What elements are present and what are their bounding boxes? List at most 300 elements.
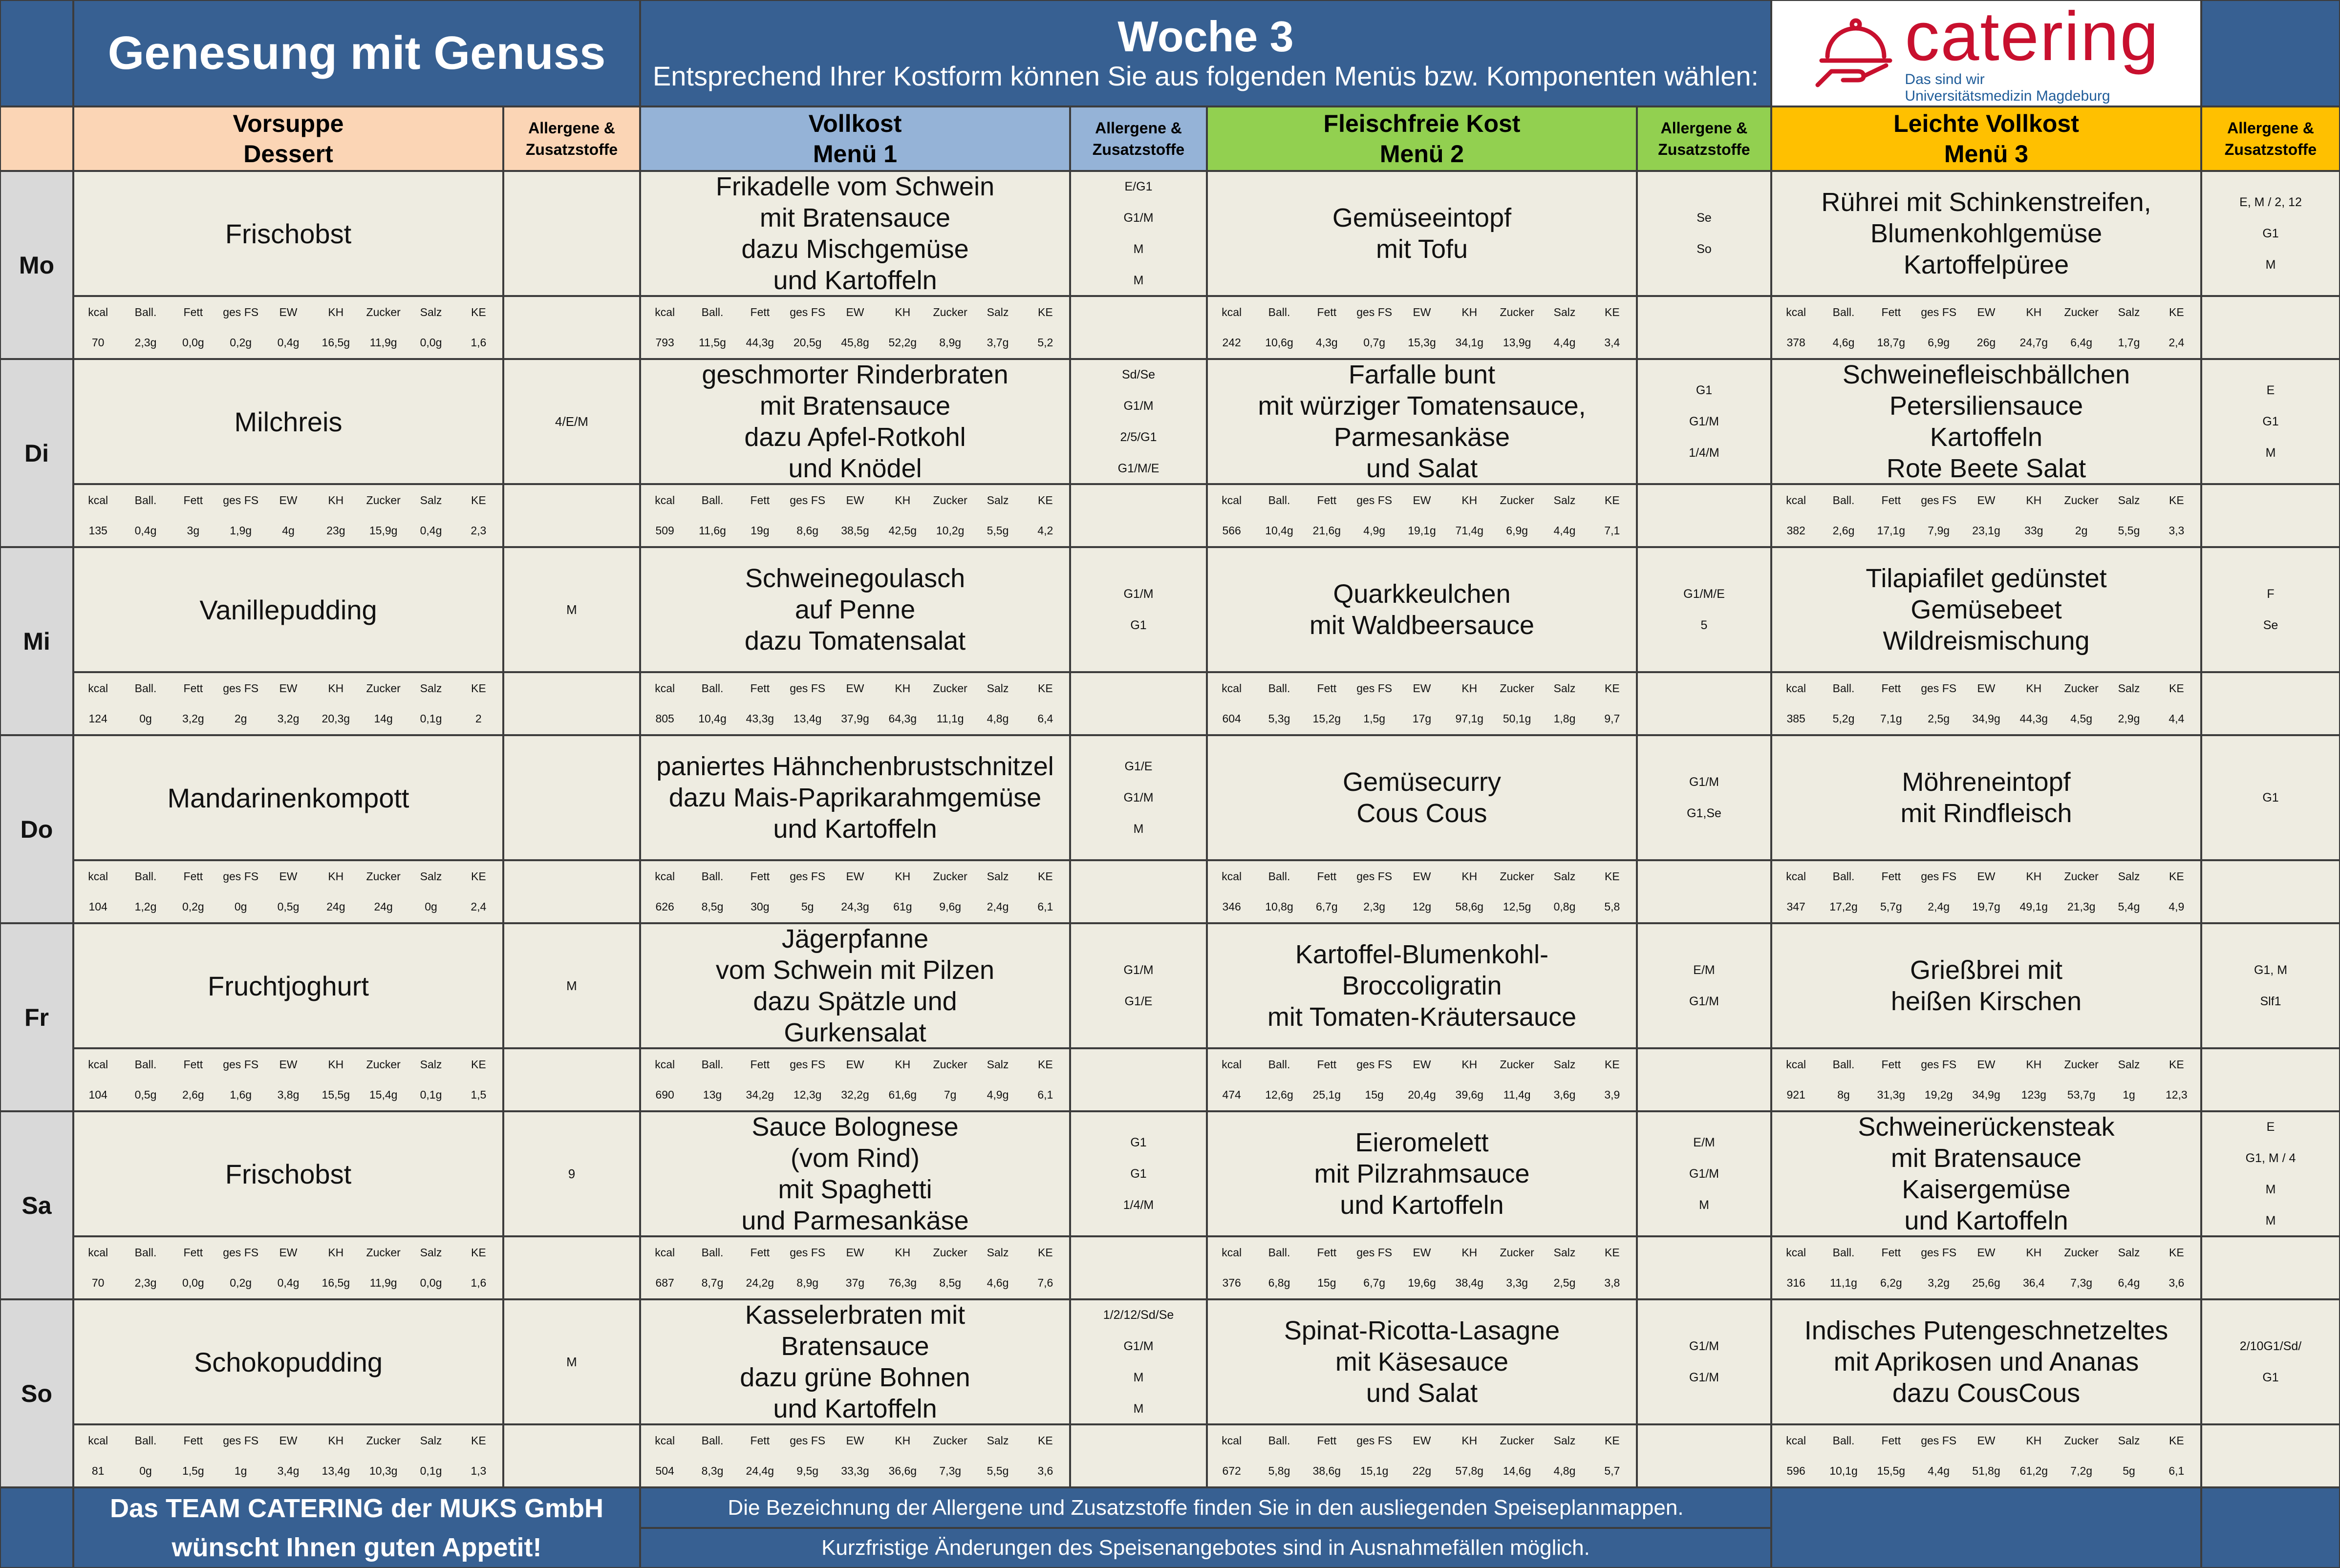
menu2-allergen-cell bbox=[1637, 923, 1771, 1048]
menu3-dish-line: Schweinerückensteak bbox=[1858, 1112, 2115, 1142]
nutrient-label: KH bbox=[1461, 1434, 1478, 1447]
nutrient-value: 19,6g bbox=[1408, 1276, 1436, 1290]
menu3-dish-cell bbox=[1771, 735, 2201, 860]
nutrient-label: Zucker bbox=[366, 493, 401, 507]
nutrient-label: Zucker bbox=[366, 1434, 401, 1447]
nutrient-label: Ball. bbox=[1832, 305, 1855, 318]
nutrient-value: 8,6g bbox=[796, 524, 819, 537]
nutrient-value: 1g bbox=[2123, 1088, 2135, 1102]
nutrient-label: Ball. bbox=[1832, 1058, 1855, 1071]
menu1-allergen-cell bbox=[1070, 547, 1207, 672]
nutrient-label: Fett bbox=[1317, 1058, 1337, 1071]
menu1-allergen-code: 1/2/12/Sd/Se bbox=[1103, 1308, 1174, 1322]
menu3-allergen-code: E bbox=[2266, 383, 2275, 397]
nutrient-value: 34,1g bbox=[1455, 336, 1484, 349]
nutrient-label: ges FS bbox=[790, 1434, 826, 1447]
nutrient-value: 2,3g bbox=[134, 1276, 157, 1290]
allergen-head-line2: Zusatzstoffe bbox=[525, 141, 618, 158]
nutrient-value: 34,2g bbox=[746, 1088, 774, 1102]
colhead-menu2-allergens bbox=[1637, 106, 1771, 171]
nutrient-value: 4,6g bbox=[987, 1276, 1009, 1290]
nutrient-value: 10,8g bbox=[1265, 900, 1293, 913]
nutrient-value: 687 bbox=[655, 1276, 674, 1290]
nutrient-label: KE bbox=[1037, 869, 1053, 883]
menu3-nutrition-table bbox=[1771, 1048, 2201, 1111]
allergen-head-line1: Allergene & bbox=[528, 119, 615, 137]
nutrient-label: Zucker bbox=[933, 305, 967, 318]
menu3-allergen-code: 2/10G1/Sd/ bbox=[2239, 1339, 2302, 1353]
nutrient-label: kcal bbox=[88, 1434, 108, 1447]
nutrient-label: kcal bbox=[1222, 1246, 1242, 1259]
menu2-dish-cell bbox=[1207, 1299, 1637, 1424]
nutrient-value: 4,9g bbox=[1363, 524, 1386, 537]
dessert-allergen-code: M bbox=[566, 1354, 577, 1369]
nutrient-value: 3,4g bbox=[277, 1464, 300, 1478]
nutrient-label: EW bbox=[1977, 1434, 1996, 1447]
nutrient-value: 11,4g bbox=[1503, 1088, 1531, 1102]
menu2-dish-line: mit Käsesauce bbox=[1335, 1347, 1509, 1377]
nutrient-value: 13,4g bbox=[793, 712, 822, 725]
day-label-cell bbox=[0, 923, 73, 1111]
menu1-dish-line: Jägerpfanne bbox=[781, 924, 929, 954]
menu3-dish-cell bbox=[1771, 1111, 2201, 1236]
menu2-dish-line: Cous Cous bbox=[1356, 799, 1487, 828]
menu2-nutrition-spacer bbox=[1637, 672, 1771, 735]
nutrient-label: KH bbox=[2026, 1058, 2042, 1071]
nutrient-label: KH bbox=[895, 681, 911, 695]
menu2-dish-cell bbox=[1207, 1111, 1637, 1236]
nutrient-label: ges FS bbox=[223, 493, 259, 507]
nutrient-value: 4,9 bbox=[2168, 900, 2185, 913]
menu2-allergen-code: M bbox=[1699, 1198, 1709, 1212]
menu3-nutrition-spacer bbox=[2201, 296, 2340, 359]
nutrient-label: EW bbox=[1413, 493, 1431, 507]
menu2-allergen-cell bbox=[1637, 171, 1771, 296]
nutrient-value: 31,3g bbox=[1877, 1088, 1906, 1102]
nutrient-label: Fett bbox=[750, 493, 770, 507]
menu2-dish-line: Broccoligratin bbox=[1342, 971, 1502, 1000]
nutrient-value: 61g bbox=[893, 900, 912, 913]
nutrient-value: 4,8g bbox=[1553, 1464, 1576, 1478]
nutrient-label: EW bbox=[1413, 305, 1431, 318]
nutrient-label: ges FS bbox=[1356, 681, 1393, 695]
nutrient-value: 347 bbox=[1786, 900, 1805, 913]
nutrient-value: 6,9g bbox=[1506, 524, 1528, 537]
nutrient-label: EW bbox=[846, 493, 864, 507]
nutrient-value: 57,8g bbox=[1455, 1464, 1484, 1478]
nutrient-label: ges FS bbox=[1356, 305, 1393, 318]
menu3-nutrition-spacer bbox=[2201, 672, 2340, 735]
nutrient-label: EW bbox=[279, 1246, 298, 1259]
dessert-nutrition-spacer bbox=[503, 296, 640, 359]
nutrient-label: kcal bbox=[1786, 869, 1806, 883]
colhead-menu1-allergens bbox=[1070, 106, 1207, 171]
nutrient-value: 2,3g bbox=[134, 336, 157, 349]
menu3-dish-line: Wildreismischung bbox=[1883, 626, 2090, 656]
nutrient-label: Salz bbox=[987, 681, 1009, 695]
nutrient-value: 7,9g bbox=[1928, 524, 1950, 537]
nutrient-value: 3,9 bbox=[1604, 1088, 1620, 1102]
nutrient-value: 76,3g bbox=[888, 1276, 917, 1290]
nutrient-value: 4,9g bbox=[987, 1088, 1009, 1102]
nutrient-label: Zucker bbox=[2064, 869, 2099, 883]
menu3-dish-cell bbox=[1771, 359, 2201, 484]
nutrient-value: 0,7g bbox=[1363, 336, 1386, 349]
menu2-dish-line: und Salat bbox=[1366, 1378, 1478, 1408]
nutrient-value: 3,3g bbox=[1506, 1276, 1528, 1290]
menu3-allergen-code: Slf1 bbox=[2260, 995, 2281, 1008]
nutrient-label: ges FS bbox=[1921, 869, 1957, 883]
menu2-dish-line: mit Pilzrahmsauce bbox=[1314, 1159, 1530, 1188]
nutrient-value: 6,1 bbox=[1037, 1088, 1053, 1102]
nutrient-label: KH bbox=[328, 681, 344, 695]
nutrient-value: 1,6 bbox=[471, 336, 487, 349]
nutrient-value: 70 bbox=[91, 336, 105, 349]
nutrient-value: 20,3g bbox=[322, 712, 350, 725]
nutrient-value: 34,9g bbox=[1972, 1088, 2000, 1102]
nutrient-value: 44,3g bbox=[746, 336, 774, 349]
nutrient-label: Ball. bbox=[701, 681, 724, 695]
dessert-nutrition-spacer bbox=[503, 484, 640, 547]
menu3-nutrition-table bbox=[1771, 1424, 2201, 1487]
nutrition-grid bbox=[1772, 673, 2200, 734]
dessert-allergen-cell bbox=[503, 923, 640, 1048]
menu1-nutrition-table bbox=[640, 672, 1070, 735]
day-label-cell bbox=[0, 171, 73, 359]
nutrient-value: 5,2g bbox=[1832, 712, 1855, 725]
dessert-dish-cell bbox=[73, 171, 503, 296]
nutrient-value: 3,8g bbox=[277, 1088, 300, 1102]
nutrient-value: 10,6g bbox=[1265, 336, 1293, 349]
nutrient-value: 242 bbox=[1222, 336, 1241, 349]
nutrient-label: KE bbox=[1037, 493, 1053, 507]
nutrient-label: Fett bbox=[183, 305, 203, 318]
footer-note1-text: Die Bezeichnung der Allergene und Zusatzstoffe finden Sie in den ausliegenden Speiseplanmappen. bbox=[728, 1495, 1684, 1520]
nutrient-label: Fett bbox=[1317, 869, 1337, 883]
menu1-nutrition-spacer bbox=[1070, 672, 1207, 735]
menu1-nutrition-spacer bbox=[1070, 860, 1207, 923]
menu1-allergen-code: G1 bbox=[1130, 1167, 1147, 1181]
nutrient-value: 2,5g bbox=[1553, 1276, 1576, 1290]
nutrient-label: Fett bbox=[1881, 681, 1901, 695]
menu3-allergen-code: G1 bbox=[2262, 415, 2279, 428]
nutrition-grid bbox=[641, 1425, 1069, 1486]
colhead-menu3 bbox=[1771, 106, 2201, 171]
nutrient-label: Zucker bbox=[2064, 1058, 2099, 1071]
nutrient-label: Zucker bbox=[933, 1058, 967, 1071]
nutrient-value: 4,8g bbox=[987, 712, 1009, 725]
menu1-dish-line: dazu Mais-Paprikarahmgemüse bbox=[668, 783, 1042, 812]
menu2-allergen-cell bbox=[1637, 547, 1771, 672]
nutrient-label: KH bbox=[1461, 681, 1478, 695]
nutrient-label: KH bbox=[2026, 493, 2042, 507]
menu2-dish-line: mit Waldbeersauce bbox=[1309, 611, 1535, 640]
nutrient-value: 20,4g bbox=[1408, 1088, 1436, 1102]
menu1-dish-line: auf Penne bbox=[794, 595, 916, 624]
nutrient-value: 8,9g bbox=[796, 1276, 819, 1290]
nutrient-label: kcal bbox=[655, 305, 675, 318]
nutrition-grid bbox=[1208, 673, 1636, 734]
nutrient-label: KE bbox=[2168, 305, 2184, 318]
nutrient-value: 7,3g bbox=[2070, 1276, 2093, 1290]
nutrient-label: KH bbox=[2026, 1434, 2042, 1447]
nutrient-label: Ball. bbox=[701, 493, 724, 507]
menu2-allergen-code: G1/M bbox=[1689, 415, 1719, 428]
menu1-allergen-code: 1/4/M bbox=[1123, 1198, 1154, 1212]
allergen-head-line2: Zusatzstoffe bbox=[1092, 141, 1185, 158]
nutrient-value: 10,3g bbox=[369, 1464, 398, 1478]
nutrient-value: 8,3g bbox=[701, 1464, 724, 1478]
menu1-allergen-code: M bbox=[1133, 822, 1144, 836]
nutrient-value: 52,2g bbox=[888, 336, 917, 349]
nutrient-label: Fett bbox=[1881, 1434, 1901, 1447]
nutrient-label: KE bbox=[471, 1434, 486, 1447]
nutrient-label: KH bbox=[1461, 305, 1478, 318]
logo-tagline-institution: Universitätsmedizin Magdeburg bbox=[1905, 88, 2110, 104]
nutrient-value: 0,2g bbox=[230, 1276, 252, 1290]
nutrient-value: 39,6g bbox=[1455, 1088, 1484, 1102]
dessert-dish-line: Mandarinenkompott bbox=[167, 782, 409, 813]
menu2-allergen-code: G1,Se bbox=[1687, 806, 1721, 820]
nutrient-value: 33g bbox=[2024, 524, 2043, 537]
nutrient-value: 3g bbox=[187, 524, 200, 537]
nutrient-value: 1,5 bbox=[471, 1088, 487, 1102]
nutrient-value: 509 bbox=[655, 524, 674, 537]
nutrient-label: kcal bbox=[1222, 305, 1242, 318]
menu2-nutrition-table bbox=[1207, 1236, 1637, 1299]
nutrient-value: 71,4g bbox=[1455, 524, 1484, 537]
nutrient-value: 15,5g bbox=[322, 1088, 350, 1102]
menu2-dish-line: mit Tofu bbox=[1375, 234, 1468, 264]
menu1-allergen-cell bbox=[1070, 171, 1207, 296]
nutrient-label: kcal bbox=[1222, 1058, 1242, 1071]
menu1-nutrition-table bbox=[640, 296, 1070, 359]
nutrient-value: 45,8g bbox=[841, 336, 869, 349]
dessert-allergen-cell bbox=[503, 1111, 640, 1236]
allergen-head-line1: Allergene & bbox=[1095, 119, 1182, 137]
nutrient-value: 6,1 bbox=[2168, 1464, 2185, 1478]
nutrient-label: EW bbox=[279, 681, 298, 695]
nutrient-label: Salz bbox=[2118, 305, 2140, 318]
menu3-allergen-code: G1 bbox=[2262, 227, 2279, 240]
nutrient-label: Ball. bbox=[1268, 869, 1290, 883]
dessert-nutrition-spacer bbox=[503, 860, 640, 923]
nutrient-label: Ball. bbox=[134, 1058, 157, 1071]
nutrient-label: Fett bbox=[750, 1058, 770, 1071]
nutrient-label: Fett bbox=[183, 869, 203, 883]
nutrient-value: 24,2g bbox=[746, 1276, 774, 1290]
nutrient-label: EW bbox=[279, 869, 298, 883]
menu2-dish-cell bbox=[1207, 923, 1637, 1048]
menu2-dish-line: Spinat-Ricotta-Lasagne bbox=[1284, 1316, 1560, 1345]
menu1-nutrition-table bbox=[640, 484, 1070, 547]
nutrient-label: Salz bbox=[1553, 305, 1576, 318]
nutrient-label: Fett bbox=[183, 1434, 203, 1447]
nutrient-value: 4,4g bbox=[1553, 524, 1576, 537]
nutrient-value: 16,5g bbox=[322, 336, 350, 349]
nutrient-label: KH bbox=[1461, 1246, 1478, 1259]
menu3-dish-line: Rote Beete Salat bbox=[1886, 454, 2086, 483]
nutrient-label: Salz bbox=[2118, 681, 2140, 695]
nutrient-label: Salz bbox=[2118, 1058, 2140, 1071]
nutrient-label: Fett bbox=[183, 493, 203, 507]
nutrient-value: 19,1g bbox=[1408, 524, 1436, 537]
menu1-dish-line: und Knödel bbox=[788, 454, 922, 483]
nutrient-value: 0,2g bbox=[182, 900, 204, 913]
menu3-nutrition-spacer bbox=[2201, 484, 2340, 547]
nutrient-label: Zucker bbox=[366, 305, 401, 318]
nutrient-value: 6,8g bbox=[1268, 1276, 1290, 1290]
menu1-dish-cell bbox=[640, 547, 1070, 672]
nutrient-label: Zucker bbox=[1500, 1058, 1534, 1071]
nutrient-label: Fett bbox=[183, 681, 203, 695]
menu3-nutrition-table bbox=[1771, 1236, 2201, 1299]
nutrient-label: Salz bbox=[2118, 1434, 2140, 1447]
catering-logo bbox=[1771, 0, 2201, 106]
nutrient-label: ges FS bbox=[223, 1246, 259, 1259]
menu2-nutrition-table bbox=[1207, 672, 1637, 735]
nutrient-label: KH bbox=[895, 1434, 911, 1447]
nutrient-value: 0,4g bbox=[420, 524, 442, 537]
nutrient-value: 9,7 bbox=[1604, 712, 1620, 725]
day-label: So bbox=[21, 1379, 52, 1407]
nutrient-label: KE bbox=[2168, 1058, 2184, 1071]
nutrition-grid bbox=[74, 1237, 502, 1298]
nutrition-grid bbox=[74, 673, 502, 734]
nutrient-value: 20,5g bbox=[793, 336, 822, 349]
menu1-allergen-code: G1/M bbox=[1123, 587, 1154, 601]
menu2-dish-line: Gemüsecurry bbox=[1342, 767, 1502, 797]
nutrient-value: 0,1g bbox=[420, 1088, 442, 1102]
nutrient-label: EW bbox=[846, 681, 864, 695]
nutrient-value: 566 bbox=[1222, 524, 1241, 537]
nutrient-value: 474 bbox=[1222, 1088, 1241, 1102]
nutrition-grid bbox=[1208, 485, 1636, 546]
nutrient-value: 11,9g bbox=[369, 1276, 397, 1290]
menu2-nutrition-spacer bbox=[1637, 860, 1771, 923]
corner-cell bbox=[0, 0, 73, 106]
nutrient-value: 3,3 bbox=[2168, 524, 2185, 537]
nutrient-label: EW bbox=[846, 1058, 864, 1071]
colhead-menu3-line2: Menü 3 bbox=[1944, 140, 2029, 168]
menu1-nutrition-spacer bbox=[1070, 296, 1207, 359]
dessert-dish-cell bbox=[73, 1111, 503, 1236]
nutrient-value: 15,5g bbox=[1877, 1464, 1906, 1478]
nutrient-label: Salz bbox=[420, 1246, 442, 1259]
nutrient-label: ges FS bbox=[1356, 869, 1393, 883]
menu3-allergen-code: M bbox=[2265, 258, 2276, 272]
nutrient-value: 1,8g bbox=[1553, 712, 1576, 725]
day-label: Fr bbox=[24, 1003, 49, 1031]
menu3-nutrition-table bbox=[1771, 296, 2201, 359]
nutrition-grid bbox=[641, 673, 1069, 734]
nutrient-value: 0,4g bbox=[134, 524, 157, 537]
nutrient-label: EW bbox=[1977, 1058, 1996, 1071]
nutrient-value: 6,7g bbox=[1315, 900, 1338, 913]
menu1-allergen-code: G1/M bbox=[1123, 399, 1154, 413]
menu3-allergen-cell bbox=[2201, 171, 2340, 296]
nutrient-value: 15,9g bbox=[369, 524, 398, 537]
nutrient-value: 626 bbox=[655, 900, 674, 913]
nutrient-label: Fett bbox=[750, 305, 770, 318]
nutrient-value: 2,6g bbox=[1832, 524, 1855, 537]
menu1-nutrition-table bbox=[640, 1236, 1070, 1299]
menu2-dish-line: und Kartoffeln bbox=[1340, 1190, 1504, 1220]
nutrient-value: 4,4g bbox=[1928, 1464, 1950, 1478]
menu1-dish-line: dazu Spätzle und bbox=[753, 987, 957, 1016]
footer-corner bbox=[0, 1487, 73, 1568]
nutrient-value: 64,3g bbox=[888, 712, 917, 725]
week-cell bbox=[640, 0, 1771, 106]
menu1-allergen-code: 2/5/G1 bbox=[1120, 430, 1157, 444]
nutrient-value: 5,7 bbox=[1604, 1464, 1620, 1478]
colhead-menu1 bbox=[640, 106, 1070, 171]
nutrient-value: 18,7g bbox=[1877, 336, 1906, 349]
nutrient-label: Fett bbox=[1881, 869, 1901, 883]
nutrient-value: 30g bbox=[751, 900, 770, 913]
menu1-dish-line: Gurkensalat bbox=[784, 1018, 926, 1047]
nutrient-value: 38,5g bbox=[841, 524, 869, 537]
nutrient-value: 3,2g bbox=[1928, 1276, 1950, 1290]
nutrition-grid bbox=[1772, 297, 2200, 358]
menu3-dish-line: Kaisergemüse bbox=[1902, 1175, 2071, 1204]
nutrient-label: EW bbox=[1977, 493, 1996, 507]
nutrient-label: Salz bbox=[1553, 493, 1576, 507]
nutrient-value: 316 bbox=[1786, 1276, 1805, 1290]
nutrient-label: ges FS bbox=[223, 869, 259, 883]
cloche-hand-icon bbox=[1813, 17, 1896, 90]
nutrient-value: 37g bbox=[845, 1276, 865, 1290]
menu1-dish-cell bbox=[640, 1111, 1070, 1236]
colhead-menu3-line1: Leichte Vollkost bbox=[1893, 110, 2079, 137]
menu3-dish-line: heißen Kirschen bbox=[1890, 987, 2082, 1016]
nutrient-label: Salz bbox=[987, 1434, 1009, 1447]
nutrient-label: Salz bbox=[420, 681, 442, 695]
menu2-allergen-code: G1/M bbox=[1689, 995, 1719, 1008]
menu3-dish-line: Gemüsebeet bbox=[1911, 595, 2062, 624]
nutrient-value: 50,1g bbox=[1503, 712, 1531, 725]
dessert-dish-line: Milchreis bbox=[234, 406, 343, 437]
nutrient-value: 2,5g bbox=[1928, 712, 1950, 725]
nutrition-grid bbox=[1772, 485, 2200, 546]
nutrient-value: 4,4 bbox=[2168, 712, 2185, 725]
nutrient-value: 10,2g bbox=[936, 524, 965, 537]
nutrient-label: KH bbox=[1461, 869, 1478, 883]
nutrient-label: Zucker bbox=[366, 1058, 401, 1071]
menu3-allergen-code: Se bbox=[2263, 618, 2278, 632]
dessert-nutrition-table bbox=[73, 860, 503, 923]
nutrient-value: 7g bbox=[944, 1088, 957, 1102]
nutrient-value: 0,4g bbox=[277, 1276, 300, 1290]
nutrient-label: Ball. bbox=[1268, 1246, 1290, 1259]
nutrient-label: kcal bbox=[88, 1246, 108, 1259]
menu1-dish-line: paniertes Hähnchenbrustschnitzel bbox=[656, 752, 1054, 781]
nutrient-value: 385 bbox=[1786, 712, 1805, 725]
menu3-dish-line: Schweinefleischbällchen bbox=[1842, 360, 2130, 389]
menu2-dish-cell bbox=[1207, 359, 1637, 484]
menu1-allergen-code: G1 bbox=[1130, 1136, 1147, 1149]
colhead-menu3-allergens bbox=[2201, 106, 2340, 171]
nutrient-value: 5g bbox=[2123, 1464, 2135, 1478]
nutrient-label: Zucker bbox=[1500, 493, 1534, 507]
menu3-dish-line: Kartoffeln bbox=[1930, 423, 2043, 452]
colhead-menu1-line2: Menü 1 bbox=[813, 140, 898, 168]
menu1-dish-line: dazu Mischgemüse bbox=[741, 234, 969, 264]
nutrient-label: EW bbox=[846, 869, 864, 883]
menu2-allergen-code: E/M bbox=[1693, 963, 1715, 977]
nutrient-label: EW bbox=[1413, 869, 1431, 883]
dessert-allergen-code: M bbox=[566, 978, 577, 993]
